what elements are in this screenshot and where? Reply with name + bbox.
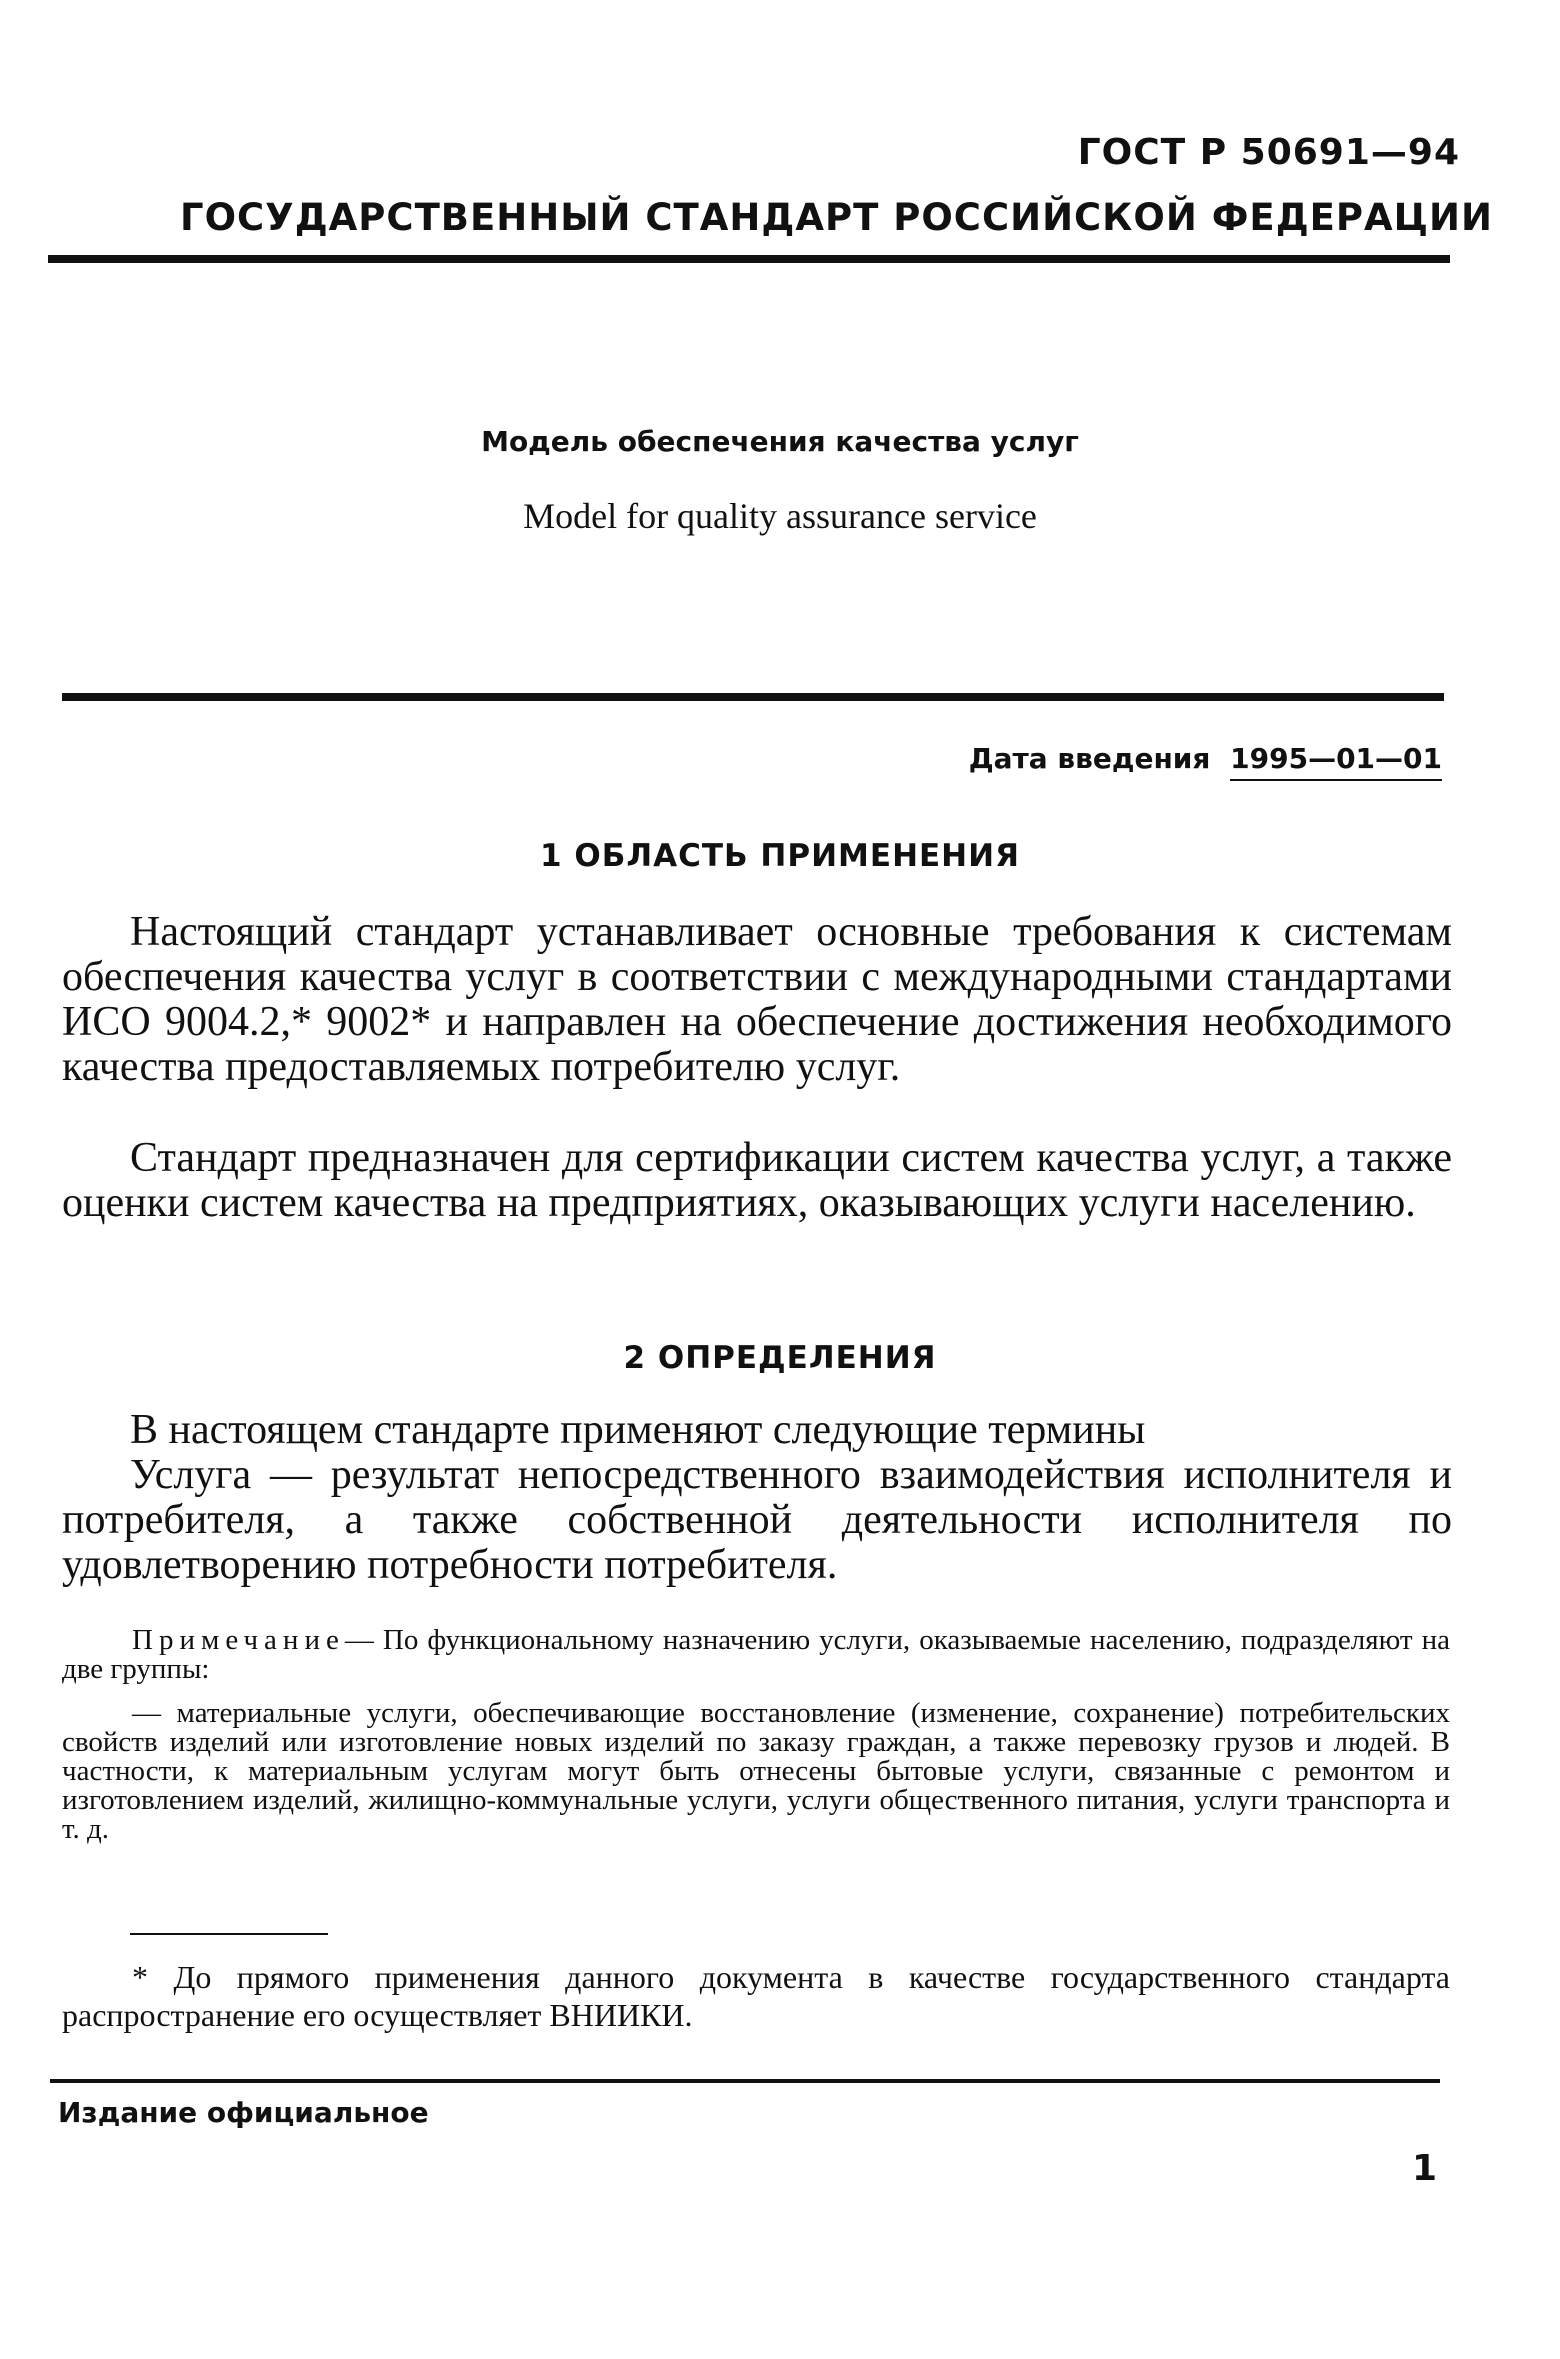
note — [62, 1626, 1450, 1684]
note-text: — По функциональному назначению услуги, оказываемые населению, подразделяют на две группы: — [62, 1624, 1450, 1685]
footnote-text: До прямого применения данного документа в качестве государственного стандарта распространение его осуществляет ВНИИКИ. — [62, 1959, 1451, 2033]
note-item: — материальные услуги, обеспечивающие восстановление (изменение, сохранение) потребительских свойств изделий или изготовление новых изделий по заказу граждан, а также перевозку грузов и людей. В частности, к материальным услугам могут быть отнесены бытовые услуги, связанные с ремонтом и изготовлением изделий, жилищно-коммунальные услуги, услуги общественного питания, услуги транспорта и т. д. — [62, 1697, 1450, 1845]
section2-paragraph-2: Услуга — результат непосредственного взаимодействия исполнителя и потребителя, а также собственной деятельности исполнителя по удовлетворению потребности потребителя. — [62, 1452, 1452, 1588]
section1-paragraph-1: Настоящий стандарт устанавливает основные требования к системам обеспечения качества услуг в соответствии с международными стандартами ИСО 9004.2,* 9002* и направлен на обеспечение достижения необходимого качества предоставляемых потребителю услуг. — [62, 909, 1452, 1090]
intro-date-value: 1995—01—01 — [1230, 742, 1442, 781]
section1-paragraph-2: Стандарт предназначен для сертификации систем качества услуг, а также оценки систем качества на предприятиях, оказывающих услуги населению. — [62, 1135, 1452, 1226]
page-number: 1 — [1412, 2148, 1438, 2189]
section2-paragraph-1: В настоящем стандарте применяют следующие термины — [130, 1407, 1146, 1453]
intro-date-label: Дата введения — [968, 742, 1211, 775]
intro-date — [969, 742, 1442, 775]
doc-number: ГОСТ Р 50691—94 — [1077, 132, 1460, 173]
edition-label: Издание официальное — [58, 2096, 429, 2129]
title-en: Model for quality assurance service — [523, 496, 1037, 536]
footer-rule — [50, 2079, 1440, 2083]
footnote — [62, 1958, 1450, 2034]
title-ru: Модель обеспечения качества услуг — [481, 425, 1079, 458]
section2-heading: 2 ОПРЕДЕЛЕНИЯ — [623, 1340, 937, 1376]
title-rule — [62, 693, 1444, 701]
section1-heading: 1 ОБЛАСТЬ ПРИМЕНЕНИЯ — [540, 838, 1020, 874]
footnote-rule — [130, 1933, 328, 1935]
footnote-mark: * — [132, 1959, 148, 1995]
org-title: ГОСУДАРСТВЕННЫЙ СТАНДАРТ РОССИЙСКОЙ ФЕДЕРАЦИИ — [180, 196, 1493, 239]
note-label: Примечание — [132, 1624, 345, 1656]
header-rule — [48, 255, 1450, 263]
